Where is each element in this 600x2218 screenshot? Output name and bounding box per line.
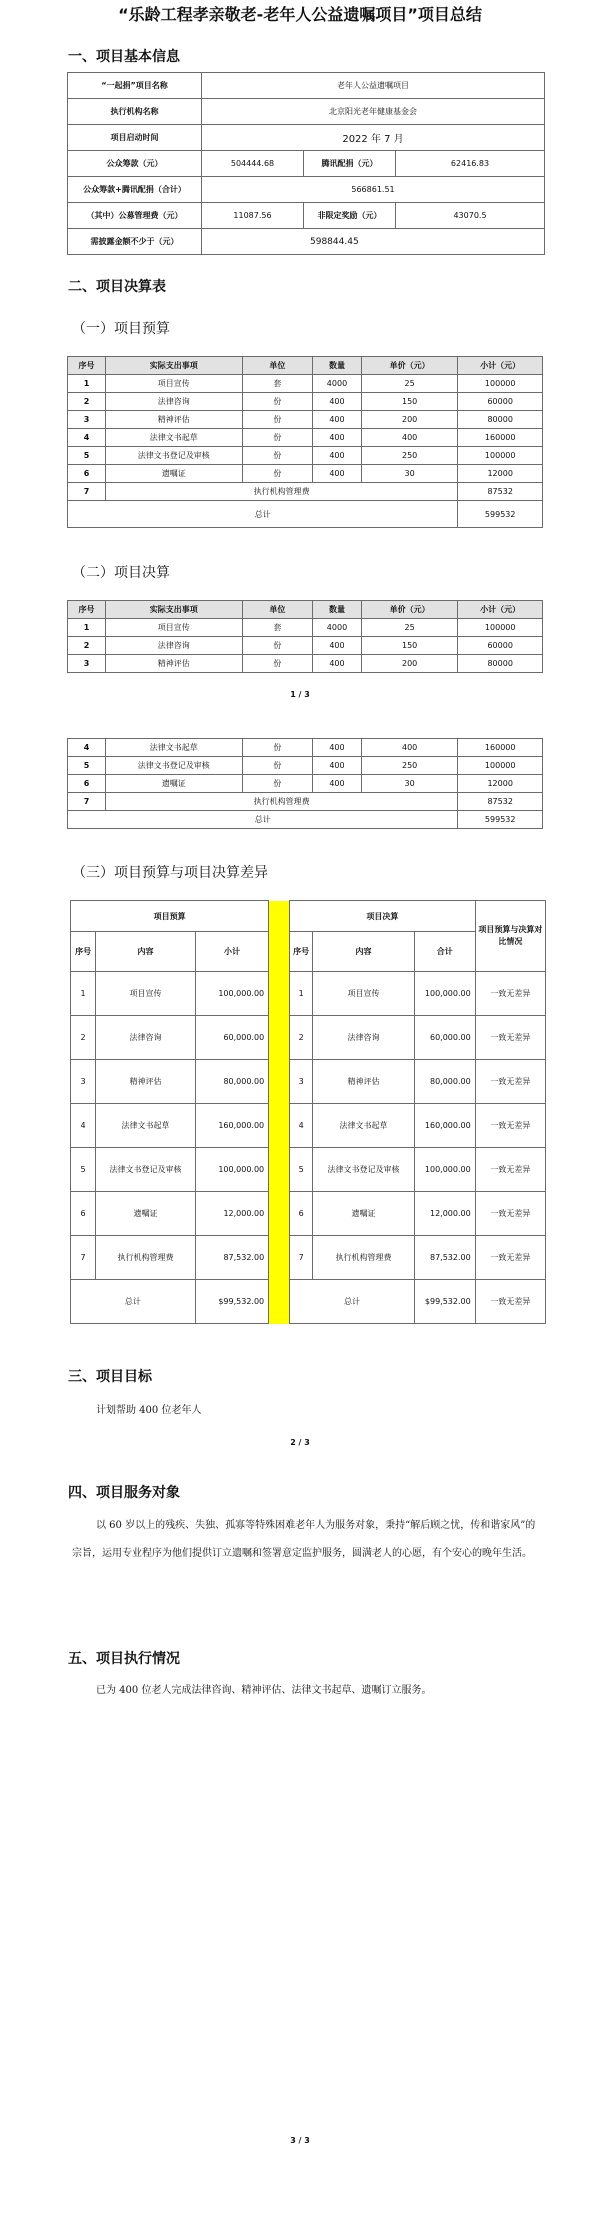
table-cell: 老年人公益遗嘱项目 (202, 73, 545, 99)
table-header-cell: 单价（元） (361, 357, 458, 375)
table-row (68, 125, 545, 151)
table-cell: 3 (290, 1060, 313, 1104)
table-header-cell: 序号 (68, 357, 106, 375)
table-header-row (71, 932, 546, 972)
table-cell: 100,000.00 (414, 1148, 475, 1192)
table-cell: 43070.5 (396, 203, 545, 229)
table-cell: 566861.51 (202, 177, 545, 203)
table-cell: 400 (313, 411, 362, 429)
table-cell: 160000 (458, 739, 543, 757)
table-cell: 12000 (458, 465, 543, 483)
subheading-budget: （一）项目预算 (72, 321, 170, 337)
table-row (68, 151, 545, 177)
section-heading-basic-info: 一、项目基本信息 (68, 49, 180, 65)
table-cell: 100000 (458, 619, 543, 637)
page-number: 2 / 3 (290, 1438, 310, 1447)
table-cell: 150 (361, 393, 458, 411)
table-cell: 一致无差异 (475, 1192, 545, 1236)
table-header-cell: 小计（元） (458, 357, 543, 375)
table-cell: 一致无差异 (475, 1280, 545, 1324)
table-cell: 60,000.00 (414, 1016, 475, 1060)
table-cell: 400 (313, 429, 362, 447)
table-row (68, 793, 543, 811)
table-cell: 套 (242, 619, 312, 637)
final-table-part2 (67, 738, 543, 829)
table-row (68, 465, 543, 483)
table-cell: 200 (361, 411, 458, 429)
table-cell: 87532 (458, 483, 543, 501)
table-cell: 400 (313, 739, 362, 757)
table-cell: 4 (68, 429, 106, 447)
table-row (68, 619, 543, 637)
table-cell: 法律文书起草 (313, 1104, 415, 1148)
table-cell: 项目启动时间 (68, 125, 202, 151)
table-cell: 12000 (458, 775, 543, 793)
subheading-difference: （三）项目预算与项目决算差异 (72, 865, 268, 881)
table-cell: 非限定奖励（元） (304, 203, 396, 229)
table-cell: 精神评估 (313, 1060, 415, 1104)
section-heading-settlement: 二、项目决算表 (68, 279, 166, 295)
table-cell: 5 (68, 757, 106, 775)
execution-text: 已为 400 位老人完成法律咨询、精神评估、法律文书起草、遗嘱订立服务。 (96, 1685, 432, 1696)
table-header-cell: 序号 (68, 601, 106, 619)
table-cell: 法律文书起草 (105, 739, 242, 757)
table-cell: 400 (361, 739, 458, 757)
section-heading-goal: 三、项目目标 (68, 1369, 152, 1385)
table-cell: 法律文书登记及审核 (313, 1148, 415, 1192)
table-cell: 总计 (71, 1280, 196, 1324)
table-cell: 4000 (313, 375, 362, 393)
table-cell: 1 (68, 619, 106, 637)
table-cell: 5 (71, 1148, 96, 1192)
table-cell: 执行机构管理费 (105, 483, 457, 501)
table-cell: 12,000.00 (195, 1192, 268, 1236)
table-row (68, 99, 545, 125)
table-cell: 项目宣传 (105, 375, 242, 393)
difference-table (70, 900, 546, 1324)
table-cell: 1 (68, 375, 106, 393)
table-cell: 62416.83 (396, 151, 545, 177)
section-heading-target: 四、项目服务对象 (68, 1485, 180, 1501)
table-cell: $99,532.00 (195, 1280, 268, 1324)
table-cell: 2022 年 7 月 (202, 125, 545, 151)
table-row (68, 637, 543, 655)
table-cell: 80,000.00 (414, 1060, 475, 1104)
goal-text: 计划帮助 400 位老年人 (96, 1405, 202, 1416)
table-cell: 公众筹款（元） (68, 151, 202, 177)
table-cell: 法律文书起草 (96, 1104, 196, 1148)
table-cell: 7 (71, 1236, 96, 1280)
table-cell: 3 (68, 655, 106, 673)
table-row (68, 483, 543, 501)
table-header-cell: 项目预算与决算对比情况 (475, 901, 545, 972)
table-row (68, 447, 543, 465)
table-cell: “一起捐”项目名称 (68, 73, 202, 99)
table-cell: 80,000.00 (195, 1060, 268, 1104)
table-cell: 25 (361, 619, 458, 637)
table-cell: 400 (313, 775, 362, 793)
table-cell: 250 (361, 757, 458, 775)
table-row (68, 655, 543, 673)
final-table-part1 (67, 600, 543, 673)
table-row (71, 1192, 546, 1236)
table-cell: 总计 (68, 811, 458, 829)
table-row (71, 1236, 546, 1280)
table-cell: 精神评估 (96, 1060, 196, 1104)
table-cell: 遗嘱证 (105, 775, 242, 793)
table-cell: 总计 (68, 501, 458, 528)
table-header-cell: 单价（元） (361, 601, 458, 619)
table-cell: 6 (290, 1192, 313, 1236)
table-header-cell: 实际支出事项 (105, 357, 242, 375)
table-cell: 法律咨询 (105, 637, 242, 655)
table-header-cell: 内容 (313, 932, 415, 972)
table-cell: 总计 (290, 1280, 415, 1324)
table-header-cell: 数量 (313, 601, 362, 619)
table-row (68, 375, 543, 393)
table-cell: 份 (242, 655, 312, 673)
table-header-row (71, 901, 546, 932)
table-cell: 1 (71, 972, 96, 1016)
table-row (71, 1060, 546, 1104)
table-cell: 4 (71, 1104, 96, 1148)
table-cell: 份 (242, 637, 312, 655)
subheading-final: （二）项目决算 (72, 565, 170, 581)
table-cell: 法律咨询 (105, 393, 242, 411)
table-cell: 400 (313, 655, 362, 673)
table-cell: 7 (68, 793, 106, 811)
table-cell: 项目宣传 (313, 972, 415, 1016)
table-cell: 599532 (458, 811, 543, 829)
table-row (71, 1280, 546, 1324)
table-row (68, 411, 543, 429)
table-row (68, 739, 543, 757)
table-cell: 12,000.00 (414, 1192, 475, 1236)
table-cell: 87,532.00 (195, 1236, 268, 1280)
table-cell: 4 (290, 1104, 313, 1148)
table-cell: 2 (68, 637, 106, 655)
table-cell: 2 (290, 1016, 313, 1060)
table-cell: 份 (242, 465, 312, 483)
table-cell: 法律咨询 (313, 1016, 415, 1060)
table-cell: 4 (68, 739, 106, 757)
yellow-divider-column (269, 901, 290, 1324)
budget-table (67, 356, 543, 528)
table-header-cell: 内容 (96, 932, 196, 972)
target-text: 以 60 岁以上的残疾、失独、孤寡等特殊困难老年人为服务对象，秉持“解后顾之忧，传和谐家风”的宗旨，运用专业程序为他们提供订立遗嘱和签署意定监护服务，圆满老人的心愿，有个安心的晚年生活。 (72, 1520, 536, 1559)
table-cell: 87,532.00 (414, 1236, 475, 1280)
table-cell: 400 (313, 637, 362, 655)
table-cell: 160,000.00 (414, 1104, 475, 1148)
table-row (68, 757, 543, 775)
page-number: 3 / 3 (290, 2136, 310, 2145)
table-cell: 160,000.00 (195, 1104, 268, 1148)
table-cell: 项目宣传 (105, 619, 242, 637)
table-cell: 遗嘱证 (313, 1192, 415, 1236)
table-header-cell: 小计 (195, 932, 268, 972)
table-cell: 60000 (458, 393, 543, 411)
table-cell: 250 (361, 447, 458, 465)
table-row (68, 775, 543, 793)
table-row (68, 203, 545, 229)
table-cell: 份 (242, 757, 312, 775)
table-cell: 6 (71, 1192, 96, 1236)
table-row (71, 972, 546, 1016)
table-cell: 执行机构管理费 (313, 1236, 415, 1280)
basic-info-table (67, 72, 545, 255)
table-header-cell: 数量 (313, 357, 362, 375)
table-header-cell: 合计 (414, 932, 475, 972)
page-title: “乐龄工程孝亲敬老-老年人公益遗嘱项目”项目总结 (118, 5, 482, 24)
table-cell: 份 (242, 411, 312, 429)
table-cell: 11087.56 (202, 203, 304, 229)
table-cell: 遗嘱证 (96, 1192, 196, 1236)
table-cell: 100,000.00 (195, 1148, 268, 1192)
table-cell: 30 (361, 775, 458, 793)
table-header-cell: 序号 (290, 932, 313, 972)
table-cell: 遗嘱证 (105, 465, 242, 483)
table-cell: 执行机构管理费 (105, 793, 457, 811)
table-header-cell: 序号 (71, 932, 96, 972)
table-row (68, 177, 545, 203)
table-cell: 25 (361, 375, 458, 393)
table-cell: 份 (242, 739, 312, 757)
table-cell: 一致无差异 (475, 1104, 545, 1148)
table-cell: 6 (68, 775, 106, 793)
table-cell: 份 (242, 447, 312, 465)
table-header-cell: 项目决算 (290, 901, 476, 932)
table-row (68, 501, 543, 528)
table-cell: 3 (71, 1060, 96, 1104)
table-cell: 599532 (458, 501, 543, 528)
table-header-row (68, 601, 543, 619)
table-cell: 一致无差异 (475, 1148, 545, 1192)
table-cell: 400 (313, 393, 362, 411)
table-cell: 精神评估 (105, 655, 242, 673)
table-cell: 份 (242, 775, 312, 793)
table-cell: 100000 (458, 375, 543, 393)
table-cell: 200 (361, 655, 458, 673)
table-header-cell: 小计（元） (458, 601, 543, 619)
table-cell: 公众筹款+腾讯配捐（合计） (68, 177, 202, 203)
table-row (68, 811, 543, 829)
table-cell: 法律文书登记及审核 (105, 757, 242, 775)
table-cell: 400 (313, 447, 362, 465)
table-header-cell: 实际支出事项 (105, 601, 242, 619)
table-cell: 法律文书起草 (105, 429, 242, 447)
table-cell: 100000 (458, 447, 543, 465)
table-cell: 30 (361, 465, 458, 483)
table-cell: 7 (68, 483, 106, 501)
table-cell: 2 (71, 1016, 96, 1060)
table-row (68, 73, 545, 99)
table-cell: 400 (313, 757, 362, 775)
table-cell: 60000 (458, 637, 543, 655)
table-cell: 份 (242, 393, 312, 411)
table-cell: 1 (290, 972, 313, 1016)
page-number: 1 / 3 (290, 690, 310, 699)
table-row (71, 1104, 546, 1148)
table-cell: 100,000.00 (414, 972, 475, 1016)
table-cell: 执行机构名称 (68, 99, 202, 125)
table-cell: 80000 (458, 655, 543, 673)
table-cell: 需披露金额不少于（元） (68, 229, 202, 255)
table-cell: 100,000.00 (195, 972, 268, 1016)
table-cell: 5 (290, 1148, 313, 1192)
table-cell: 法律文书登记及审核 (96, 1148, 196, 1192)
table-cell: 腾讯配捐（元） (304, 151, 396, 177)
table-cell: 2 (68, 393, 106, 411)
table-cell: 7 (290, 1236, 313, 1280)
table-cell: 598844.45 (202, 229, 545, 255)
table-cell: 一致无差异 (475, 972, 545, 1016)
table-cell: 份 (242, 429, 312, 447)
table-header-cell: 单位 (242, 601, 312, 619)
table-cell: 160000 (458, 429, 543, 447)
table-cell: 项目宣传 (96, 972, 196, 1016)
table-header-cell: 单位 (242, 357, 312, 375)
table-cell: 100000 (458, 757, 543, 775)
table-cell: 一致无差异 (475, 1236, 545, 1280)
table-cell: 套 (242, 375, 312, 393)
table-row (68, 393, 543, 411)
table-cell: 执行机构管理费 (96, 1236, 196, 1280)
table-cell: 3 (68, 411, 106, 429)
table-cell: 法律咨询 (96, 1016, 196, 1060)
table-cell: 87532 (458, 793, 543, 811)
table-row (71, 1016, 546, 1060)
table-row (71, 1148, 546, 1192)
table-cell: 400 (313, 465, 362, 483)
table-cell: 400 (361, 429, 458, 447)
table-row (68, 229, 545, 255)
table-row (68, 429, 543, 447)
table-header-cell: 项目预算 (71, 901, 269, 932)
table-cell: 精神评估 (105, 411, 242, 429)
table-cell: 一致无差异 (475, 1060, 545, 1104)
table-cell: 北京阳光老年健康基金会 (202, 99, 545, 125)
table-cell: 80000 (458, 411, 543, 429)
table-cell: 一致无差异 (475, 1016, 545, 1060)
table-cell: 150 (361, 637, 458, 655)
table-cell: 法律文书登记及审核 (105, 447, 242, 465)
table-cell: 6 (68, 465, 106, 483)
table-cell: 60,000.00 (195, 1016, 268, 1060)
table-cell: 5 (68, 447, 106, 465)
table-cell: 504444.68 (202, 151, 304, 177)
table-cell: （其中）公募管理费（元） (68, 203, 202, 229)
section-heading-execution: 五、项目执行情况 (68, 1651, 180, 1667)
table-cell: 4000 (313, 619, 362, 637)
table-header-row (68, 357, 543, 375)
table-cell: $99,532.00 (414, 1280, 475, 1324)
